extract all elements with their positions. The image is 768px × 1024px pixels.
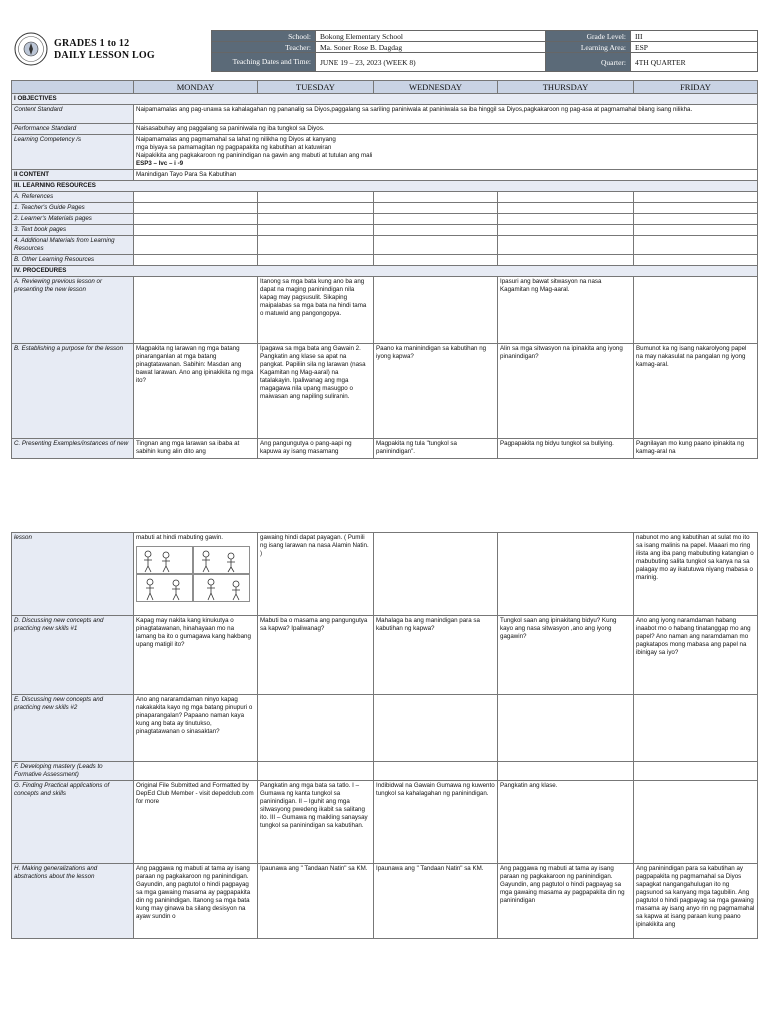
row-a-wed (374, 277, 498, 344)
row-b-fri: Bumunot ka ng isang nakarolyong papel na may nakasulat na pangalan ng iyong kamag-aral. (634, 344, 758, 439)
row-g-tue: Pangkatin ang mga bata sa tatlo. I – Gumawa ng kanta tungkol sa paninindigan. II – Iguhit ang mga sitwasyong pwedeng ikabit sa salitang ito. III – Gumawa ng maikling sanaysay tungkol sa paninindigan sa kabutihan. (258, 781, 374, 864)
row-d-thu: Tungkol saan ang ipinakitang bidyu? Kung kayo ang nasa sitwasyon ,ano ang iyong gagawin? (498, 616, 634, 695)
tb-label: 3. Text book pages (12, 225, 134, 236)
resources-heading: III. LEARNING RESOURCES (12, 181, 758, 192)
performance-standard-label: Performance Standard (12, 124, 134, 135)
performance-standard-text: Naisasabuhay ang paggalang sa paniniwala ng iba tungkol sa Diyos. (134, 124, 758, 135)
references-label: A. References (12, 192, 134, 203)
row-a-tue: Itanong sa mga bata kung ano ba ang dapat na maging paninindigan nila kapag may pagsusulit. Sikaping maipalabas sa mga bata na hindi tama o matuwid ang pangongopya. (258, 277, 374, 344)
row-c-tue: Ang pangungutya o pang-aapi ng kapuwa ay isang masamang (258, 439, 374, 459)
area-label: Learning Area: (546, 42, 631, 53)
row-b-thu: Alin sa mga sitwasyon na ipinakita ang iyong pinanindigan? (498, 344, 634, 439)
row-h-fri: Ang paninindigan para sa kabutihan ay pagpapakita ng pagmamahal sa Diyos sapagkat nangangahulugan ito ng pagsunod sa kanyang mga tagubilin. Ang pagtutol o hindi pagpayag sa mga gawaing masama ay isang anyo rin ng pagmamahal sa kapwa at isang paraan kung paano ipinakikita ang (634, 864, 758, 939)
teacher-value: Ma. Soner Rose B. Dagdag (316, 42, 546, 53)
header-info-table (211, 30, 758, 72)
row-d-fri: Ano ang iyong naramdaman habang inaabot mo o habang tinatanggap mo ang papel? Ano naman ang naramdaman mo pagkatapos mong mabasa ang papel na ibinigay sa iyo? (634, 616, 758, 695)
competency-text (134, 135, 758, 170)
day-tuesday: TUESDAY (258, 81, 374, 94)
lm-label: 2. Learner's Materials pages (12, 214, 134, 225)
row-g-wed: Indibidwal na Gawain Gumawa ng kuwento tungkol sa kahalagahan ng paninindigan. (374, 781, 498, 864)
day-wednesday: WEDNESDAY (374, 81, 498, 94)
row-h-wed: Ipaunawa ang " Tandaan Natin" sa KM. (374, 864, 498, 939)
lesson-log-table-1 (11, 80, 758, 459)
dates-value: JUNE 19 – 23, 2023 (WEEK 8) (316, 53, 546, 72)
row-a-label: A. Reviewing previous lesson or presenting the new lesson (12, 277, 134, 344)
competency-line-1: Naipamamalas ang pagmamahal sa lahat ng nilikha ng Diyos at kanyang (136, 136, 336, 143)
content-text: Manindigan Tayo Para Sa Kabutihan (134, 170, 758, 181)
content-heading: II CONTENT (12, 170, 134, 181)
objectives-heading: I OBJECTIVES (12, 94, 758, 105)
tg-label: 1. Teacher's Guide Pages (12, 203, 134, 214)
quarter-label: Quarter: (546, 53, 631, 72)
row-c-fri: Pagnilayan mo kung paano ipinakita ng kamag-aral na (634, 439, 758, 459)
row-g-mon: Original File Submitted and Formatted by DepEd Club Member - visit depedclub.com for more (134, 781, 258, 864)
row-a-thu: Ipasuri ang bawat sitwasyon na nasa Kagamitan ng Mag-aaral. (498, 277, 634, 344)
row-c-wed-cont (374, 533, 498, 616)
row-e-mon: Ano ang nararamdaman ninyo kapag nakakakita kayo ng mga batang pinupuri o pinaparangalan? Papaano naman kaya kung ang bata ay tinutukso, pinagtatawanan o sinasaktan? (134, 695, 258, 762)
row-c-mon-cont (134, 533, 258, 616)
row-c-mon: Tingnan ang mga larawan sa ibaba at sabihin kung alin dito ang (134, 439, 258, 459)
content-standard-label: Content Standard (12, 105, 134, 124)
grade-value: III (631, 31, 758, 42)
row-h-label: H. Making generalizations and abstractions about the lesson (12, 864, 134, 939)
corner-cell (12, 81, 134, 94)
row-g-label: G. Finding Practical applications of concepts and skills (12, 781, 134, 864)
title-line-1: GRADES 1 to 12 (54, 38, 130, 49)
deped-seal-icon (14, 32, 48, 66)
other-resources-label: B. Other Learning Resources (12, 255, 134, 266)
day-thursday: THURSDAY (498, 81, 634, 94)
competency-code: ESP3 – Ivc – i -9 (136, 160, 184, 167)
area-value: ESP (631, 42, 758, 53)
row-c-label: C. Presenting Examples/instances of new (12, 439, 134, 459)
row-c-tue-cont: gawaing hindi dapat payagan. ( Pumili ng isang larawan na nasa Alamin Natin. ) (258, 533, 374, 616)
competency-label: Learning Competency /s (12, 135, 134, 170)
day-monday: MONDAY (134, 81, 258, 94)
day-friday: FRIDAY (634, 81, 758, 94)
grade-label: Grade Level: (546, 31, 631, 42)
row-b-wed: Paano ka maninindigan sa kabutihan ng iyong kapwa? (374, 344, 498, 439)
quarter-value: 4TH QUARTER (631, 53, 758, 72)
row-d-label: D. Discussing new concepts and practicing new skills #1 (12, 616, 134, 695)
school-label: School: (212, 31, 316, 42)
content-standard-text: Naipamamalas ang pag-unawa sa kahalagahan ng pananalig sa Diyos,paggalang sa sariling paniniwala at paniniwala sa iba hinggil sa Diyos,pagkakaroon ng pag-asa at pagmamahal bilang isang nilikha. (134, 105, 758, 124)
row-e-label: E. Discussing new concepts and practicing new skills #2 (12, 695, 134, 762)
page-2 (0, 532, 768, 972)
row-c-wed: Magpakita ng tula "tungkol sa paninindigan". (374, 439, 498, 459)
day-header-row (12, 81, 758, 94)
row-d-tue: Mabuti ba o masama ang pangungutya sa kapwa? Ipaliwanag? (258, 616, 374, 695)
row-b-label: B. Establishing a purpose for the lesson (12, 344, 134, 439)
row-c-fri-cont: nabunot mo ang kabutihan at sulat mo ito sa isang malinis na papel. Maaari mo ring ilista ang iba pang mabubuting katangian o mabubuting salita tungkol sa kanya na sa palagay mo ay ikatutuwa niyang mabasa o marinig. (634, 533, 758, 616)
row-h-mon: Ang paggawa ng mabuti at tama ay isang paraan ng pagkakaroon ng paninindigan. Gayundin, ang pagtutol o hindi pagpayag sa mga gawaing masama ay pagpapakita din ng paninindigan. Itanong sa mga bata kung may ginawa ba silang desisyon na ayaw sundin o (134, 864, 258, 939)
row-b-tue: Ipagawa sa mga bata ang Gawain 2. Pangkatin ang klase sa apat na pangkat. Papiliin sila ng larawan (nasa Kagamitan ng Mag-aaral) na tatalakayin. Ipaliwanag ang mga magagawa nila upang masugpo o maiwasan ang napiling suliranin. (258, 344, 374, 439)
row-a-mon (134, 277, 258, 344)
page-1 (0, 0, 768, 470)
row-d-wed: Mahalaga ba ang manindigan para sa kabutihan ng kapwa? (374, 616, 498, 695)
form-title (54, 38, 155, 62)
row-b-mon: Magpakita ng larawan ng mga batang pinaranganlan at mga batang pinagtatawanan. Sabihin: Masdan ang bawat larawan. Ano ang ipinakikita ng mga ito? (134, 344, 258, 439)
row-f-label: F. Developing mastery (Leads to Formative Assessment) (12, 762, 134, 781)
lr-label: 4. Additional Materials from Learning Resources (12, 236, 134, 255)
school-value: Bokong Elementary School (316, 31, 546, 42)
dates-label: Teaching Dates and Time: (212, 53, 316, 72)
competency-line-3: Naipakikita ang pagkakaroon ng paninindigan na gawin ang mabuti at tutulan ang mali (136, 152, 373, 159)
row-d-mon: Kapag may nakita kang kinukutya o pinagtatawanan, hinahayaan mo na lamang ba ito o gumagawa kang hakbang upang matigil ito? (134, 616, 258, 695)
row-c-thu-cont (498, 533, 634, 616)
row-c-label-cont: lesson (12, 533, 134, 616)
competency-line-2: mga biyaya sa pamamagitan ng pagpapakita ng kabutihan at katuwiran (136, 144, 332, 151)
row-a-fri (634, 277, 758, 344)
row-h-thu: Ang paggawa ng mabuti at tama ay isang paraan ng pagkakaroon ng paninindigan. Gayundin, ang pagtutol o hindi pagpayag sa mga gawaing masama ay pagpapakita din ng paninindigan (498, 864, 634, 939)
row-g-thu: Pangkatin ang klase. (498, 781, 634, 864)
title-line-2: DAILY LESSON LOG (54, 50, 155, 61)
row-h-tue: Ipaunawa ang " Tandaan Natin" sa KM. (258, 864, 374, 939)
teacher-label: Teacher: (212, 42, 316, 53)
lesson-log-table-2 (11, 532, 758, 939)
row-c-thu: Pagpapakita ng bidyu tungkol sa bullying. (498, 439, 634, 459)
procedures-heading: IV. PROCEDURES (12, 266, 758, 277)
row-c-mon-cont-text: mabuti at hindi mabuting gawin. (136, 534, 224, 541)
children-illustration-image (136, 546, 250, 602)
